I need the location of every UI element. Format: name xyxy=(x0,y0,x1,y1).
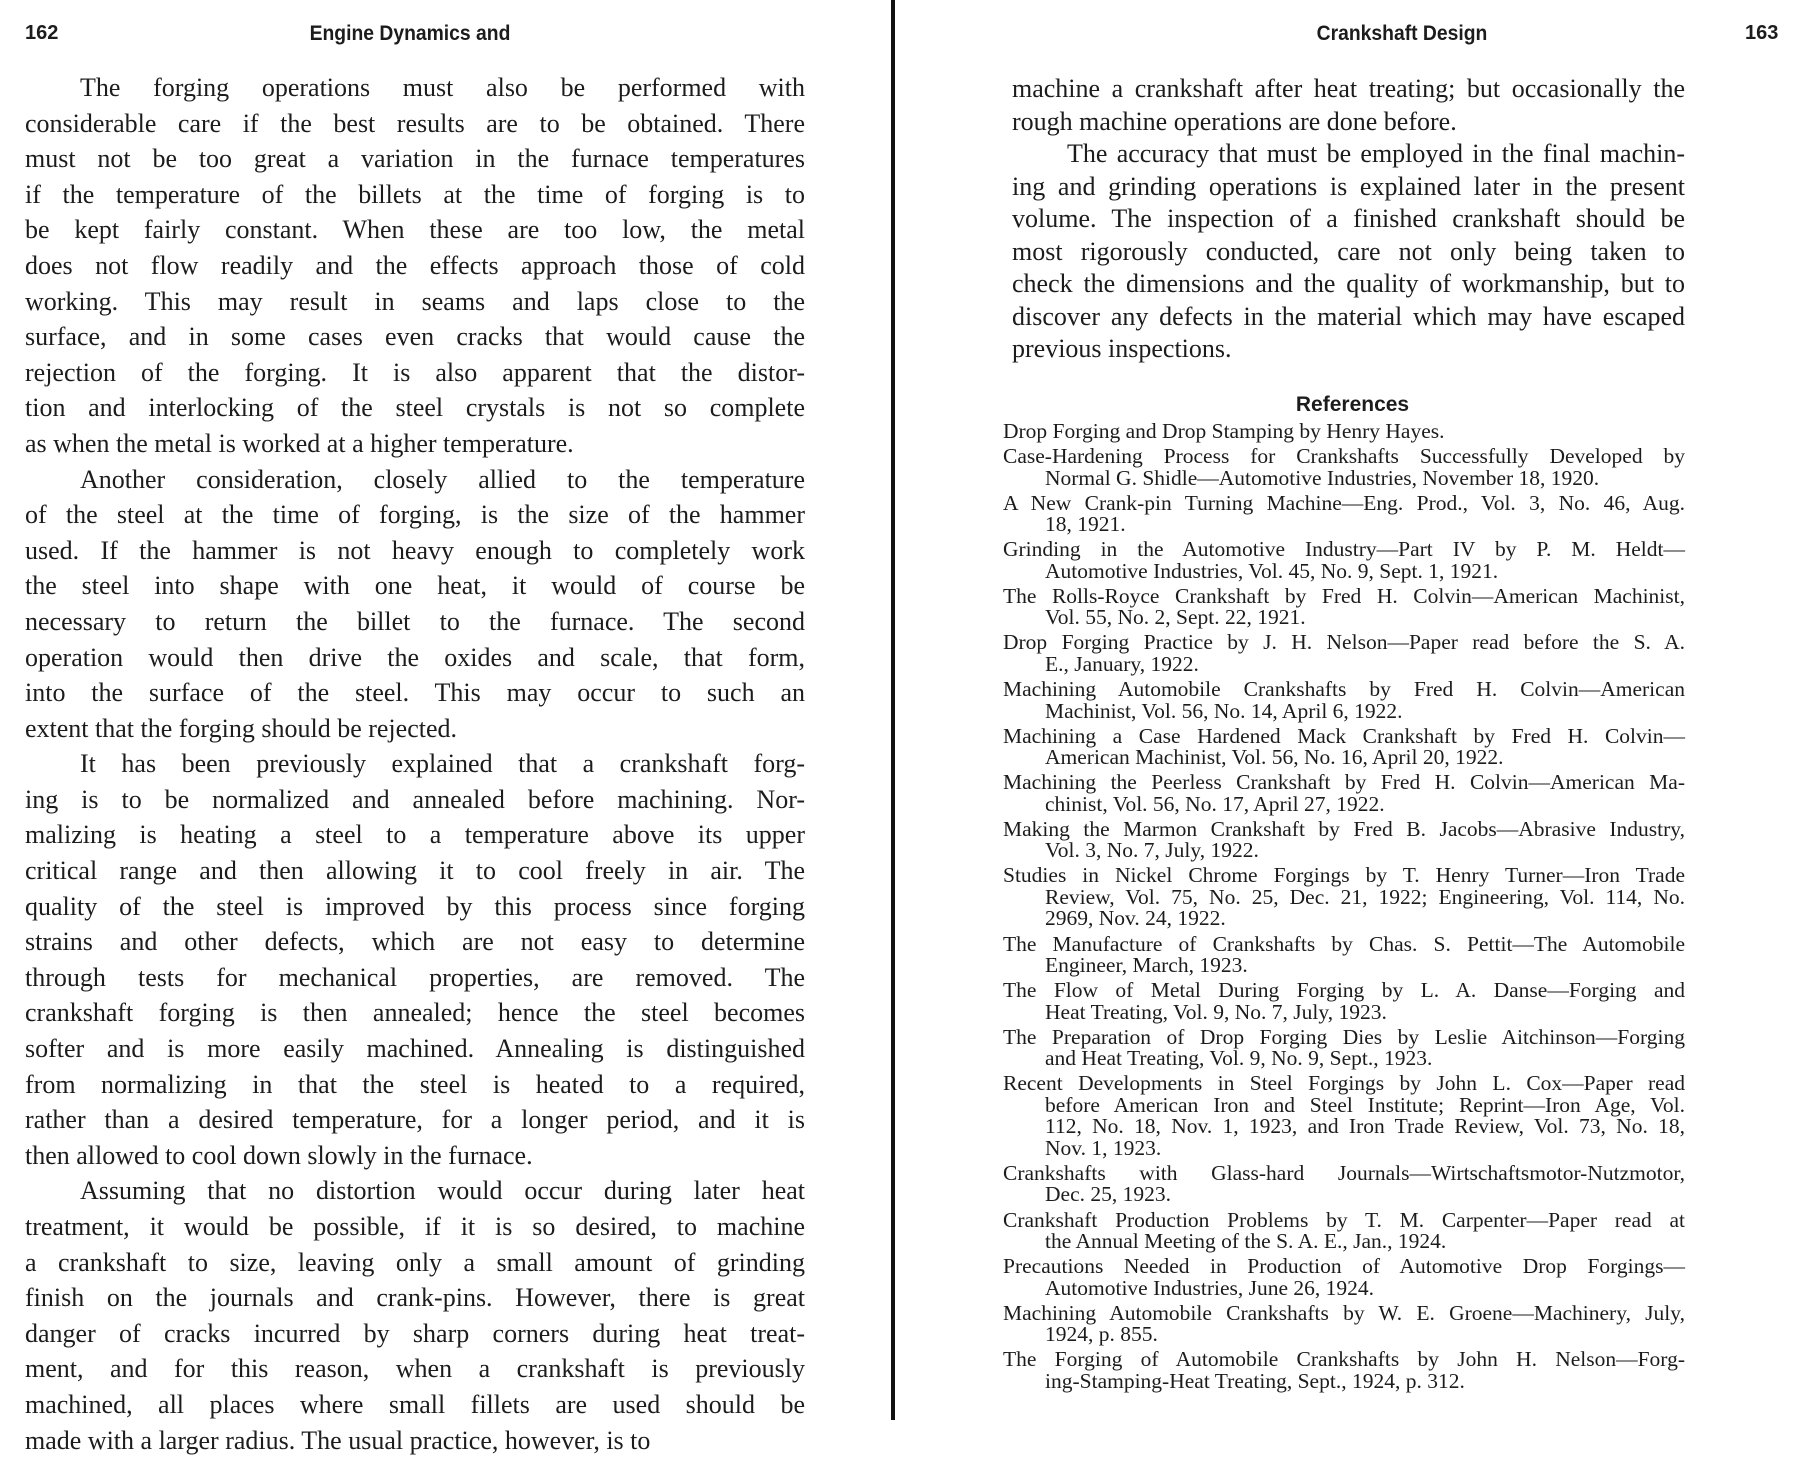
reference-item xyxy=(1003,632,1685,675)
reference-item xyxy=(1003,723,1685,770)
reference-line: Machining Automobile Crankshafts by Fred H. Colvin—American xyxy=(1003,677,1685,702)
paragraph xyxy=(25,1173,805,1458)
reference-line: the Annual Meeting of the S. A. E., Jan., 1924. xyxy=(1045,1229,1447,1253)
text-line: softer and is more easily machined. Annealing is distinguished xyxy=(25,1034,805,1064)
reference-item xyxy=(1003,446,1685,489)
text-line: of the steel at the time of forging, is the size of the hammer xyxy=(25,500,805,530)
text-line: a crankshaft to size, leaving only a small amount of grinding xyxy=(25,1247,805,1277)
text-line: must not be too great a variation in the furnace temperatures xyxy=(25,144,805,174)
paragraph xyxy=(1012,138,1685,366)
text-line: discover any defects in the material which may have escaped xyxy=(1012,301,1685,331)
reference-item xyxy=(1003,980,1685,1023)
reference-line: Machinist, Vol. 56, No. 14, April 6, 1922. xyxy=(1045,698,1403,723)
text-line: machine a crankshaft after heat treating; but occasionally the xyxy=(1012,74,1685,103)
reference-item xyxy=(1003,1207,1685,1253)
paragraph xyxy=(25,746,805,1173)
text-line: as when the metal is worked at a higher temperature. xyxy=(25,428,574,458)
reference-item xyxy=(1003,931,1685,978)
left-page xyxy=(0,0,893,1455)
text-line: from normalizing in that the steel is heated to a required, xyxy=(25,1069,805,1099)
reference-line: Crankshaft Production Problems by T. M. Carpenter—Paper read at xyxy=(1003,1207,1685,1232)
reference-item xyxy=(1003,772,1685,815)
text-line: volume. The inspection of a finished crankshaft should be xyxy=(1012,204,1685,233)
text-line: previous inspections. xyxy=(1012,334,1232,363)
text-line: check the dimensions and the quality of workmanship, but to xyxy=(1012,269,1685,298)
reference-item xyxy=(1003,1073,1685,1159)
text-line: extent that the forging should be rejected. xyxy=(25,713,457,743)
reference-line: Heat Treating, Vol. 9, No. 7, July, 1923. xyxy=(1045,999,1387,1024)
reference-item xyxy=(1003,1300,1685,1347)
text-line: then allowed to cool down slowly in the furnace. xyxy=(25,1140,533,1170)
reference-line: The Rolls-Royce Crankshaft by Fred H. Colvin—American Machinist, xyxy=(1003,583,1685,608)
reference-item xyxy=(1003,679,1685,722)
text-line: machined, all places where small fillets are used should be xyxy=(25,1389,805,1419)
text-line: the steel into shape with one heat, it would of course be xyxy=(25,571,805,601)
reference-line: Machining a Case Hardened Mack Crankshaft by Fred H. Colvin— xyxy=(1003,723,1685,748)
references-list xyxy=(1003,421,1685,1396)
paragraph xyxy=(25,70,805,462)
right-page-body xyxy=(1012,73,1685,366)
text-line: surface, and in some cases even cracks that would cause the xyxy=(25,322,805,352)
reference-item xyxy=(1003,816,1685,863)
text-line: ing is to be normalized and annealed before machining. Nor- xyxy=(25,784,805,814)
reference-line: 112, No. 18, Nov. 1, 1923, and Iron Trade Review, Vol. 73, No. 18, xyxy=(1045,1114,1685,1139)
text-line: The forging operations must also be performed with xyxy=(80,73,805,102)
reference-line: The Manufacture of Crankshafts by Chas. S. Pettit—The Automobile xyxy=(1003,931,1685,956)
reference-line: Automotive Industries, June 26, 1924. xyxy=(1045,1275,1375,1300)
text-line: finish on the journals and crank-pins. However, there is great xyxy=(25,1283,805,1313)
reference-line: Drop Forging Practice by J. H. Nelson—Paper read before the S. A. xyxy=(1003,630,1685,655)
reference-line: Automotive Industries, Vol. 45, No. 9, Sept. 1, 1921. xyxy=(1045,558,1499,583)
reference-line: E., January, 1922. xyxy=(1045,651,1199,676)
text-line: Assuming that no distortion would occur during later heat xyxy=(80,1176,805,1206)
reference-item xyxy=(1003,539,1685,582)
text-line: critical range and then allowing it to cool freely in air. The xyxy=(25,856,805,886)
reference-item xyxy=(1003,865,1685,930)
text-line: ing and grinding operations is explained later in the present xyxy=(1012,171,1685,201)
reference-line: The Preparation of Drop Forging Dies by Leslie Aitchinson—Forging xyxy=(1003,1024,1685,1049)
text-line: most rigorously conducted, care not only being taken to xyxy=(1012,236,1685,266)
text-line: The accuracy that must be employed in the final machin- xyxy=(1067,139,1685,168)
running-head-left: Engine Dynamics and xyxy=(309,22,511,45)
reference-line: 2969, Nov. 24, 1922. xyxy=(1045,906,1226,931)
reference-item xyxy=(1003,1160,1685,1207)
text-line: ment, and for this reason, when a crankshaft is previously xyxy=(25,1354,805,1384)
text-line: does not flow readily and the effects approach those of cold xyxy=(25,250,805,280)
text-line: be kept fairly constant. When these are too low, the metal xyxy=(25,215,805,245)
text-line: crankshaft forging is then annealed; hence the steel becomes xyxy=(25,998,805,1028)
reference-line: Precautions Needed in Production of Automotive Drop Forgings— xyxy=(1003,1254,1685,1279)
book-spine-divider xyxy=(891,0,895,1420)
reference-item xyxy=(1003,1024,1685,1071)
reference-line: A New Crank-pin Turning Machine—Eng. Prod., Vol. 3, No. 46, Aug. xyxy=(1003,490,1685,515)
text-line: through tests for mechanical properties, are removed. The xyxy=(25,962,805,992)
paragraph xyxy=(1012,73,1685,138)
references-heading: References xyxy=(1295,393,1410,416)
reference-line: Studies in Nickel Chrome Forgings by T. Henry Turner—Iron Trade xyxy=(1003,863,1685,888)
reference-item xyxy=(1003,1256,1685,1299)
left-page-body xyxy=(25,70,805,1458)
reference-item xyxy=(1003,1349,1685,1392)
reference-line: ing-Stamping-Heat Treating, Sept., 1924, p. 312. xyxy=(1045,1368,1465,1393)
reference-line: before American Iron and Steel Institute; Reprint—Iron Age, Vol. xyxy=(1045,1092,1685,1117)
text-line: into the surface of the steel. This may occur to such an xyxy=(25,678,805,708)
reference-item xyxy=(1003,421,1685,443)
text-line: rejection of the forging. It is also apparent that the distor- xyxy=(25,357,805,387)
text-line: danger of cracks incurred by sharp corners during heat treat- xyxy=(25,1318,805,1348)
text-line: rather than a desired temperature, for a longer period, and it is xyxy=(25,1105,805,1135)
reference-line: American Machinist, Vol. 56, No. 16, April 20, 1922. xyxy=(1045,745,1504,770)
text-line: It has been previously explained that a crankshaft forg- xyxy=(80,749,805,779)
reference-line: chinist, Vol. 56, No. 17, April 27, 1922. xyxy=(1045,791,1385,816)
reference-line: Vol. 3, No. 7, July, 1922. xyxy=(1045,838,1259,863)
text-line: used. If the hammer is not heavy enough to completely work xyxy=(25,535,805,565)
reference-line: Normal G. Shidle—Automotive Industries, November 18, 1920. xyxy=(1045,465,1600,490)
reference-line: Engineer, March, 1923. xyxy=(1045,953,1248,978)
reference-line: and Heat Treating, Vol. 9, No. 9, Sept., 1923. xyxy=(1045,1046,1433,1071)
text-line: Another consideration, closely allied to the temperature xyxy=(80,464,805,494)
reference-line: Vol. 55, No. 2, Sept. 22, 1921. xyxy=(1045,605,1306,630)
running-head-right: Crankshaft Design xyxy=(1316,22,1488,45)
text-line: operation would then drive the oxides and scale, that form, xyxy=(25,642,805,672)
right-page xyxy=(897,0,1808,1420)
reference-line: Review, Vol. 75, No. 25, Dec. 21, 1922; Engineering, Vol. 114, No. xyxy=(1045,884,1685,909)
reference-line: 18, 1921. xyxy=(1045,512,1126,537)
text-line: considerable care if the best results are to be obtained. There xyxy=(25,108,805,138)
reference-line: Drop Forging and Drop Stamping by Henry Hayes. xyxy=(1003,419,1445,443)
reference-line: The Forging of Automobile Crankshafts by John H. Nelson—Forg- xyxy=(1003,1347,1685,1372)
reference-line: Making the Marmon Crankshaft by Fred B. Jacobs—Abrasive Industry, xyxy=(1003,816,1685,841)
reference-line: Crankshafts with Glass-hard Journals—Wirtschaftsmotor-Nutzmotor, xyxy=(1003,1160,1685,1185)
page-number-left: 162 xyxy=(25,22,59,44)
text-line: made with a larger radius. The usual practice, however, is to xyxy=(25,1425,651,1455)
reference-line: Machining Automobile Crankshafts by W. E. Groene—Machinery, July, xyxy=(1003,1300,1685,1325)
reference-line: Machining the Peerless Crankshaft by Fred H. Colvin—American Ma- xyxy=(1003,770,1685,795)
text-line: rough machine operations are done before. xyxy=(1012,106,1457,136)
reference-line: The Flow of Metal During Forging by L. A. Danse—Forging and xyxy=(1003,978,1685,1003)
reference-line: Dec. 25, 1923. xyxy=(1045,1182,1171,1207)
reference-line: 1924, p. 855. xyxy=(1045,1322,1158,1347)
text-line: strains and other defects, which are not easy to determine xyxy=(25,927,805,957)
reference-item xyxy=(1003,583,1685,630)
reference-line: Recent Developments in Steel Forgings by John L. Cox—Paper read xyxy=(1003,1071,1685,1096)
page-number-right: 163 xyxy=(1745,22,1779,44)
reference-line: Case-Hardening Process for Crankshafts Successfully Developed by xyxy=(1003,444,1685,469)
text-line: if the temperature of the billets at the time of forging is to xyxy=(25,179,805,209)
text-line: necessary to return the billet to the furnace. The second xyxy=(25,606,805,636)
paragraph xyxy=(25,462,805,747)
reference-item xyxy=(1003,490,1685,537)
text-line: tion and interlocking of the steel crystals is not so complete xyxy=(25,393,805,423)
text-line: treatment, it would be possible, if it is so desired, to machine xyxy=(25,1212,805,1241)
reference-line: Nov. 1, 1923. xyxy=(1045,1135,1162,1160)
text-line: quality of the steel is improved by this process since forging xyxy=(25,891,805,921)
text-line: working. This may result in seams and laps close to the xyxy=(25,286,805,316)
text-line: malizing is heating a steel to a temperature above its upper xyxy=(25,820,805,850)
reference-line: Grinding in the Automotive Industry—Part IV by P. M. Heldt— xyxy=(1003,537,1685,562)
